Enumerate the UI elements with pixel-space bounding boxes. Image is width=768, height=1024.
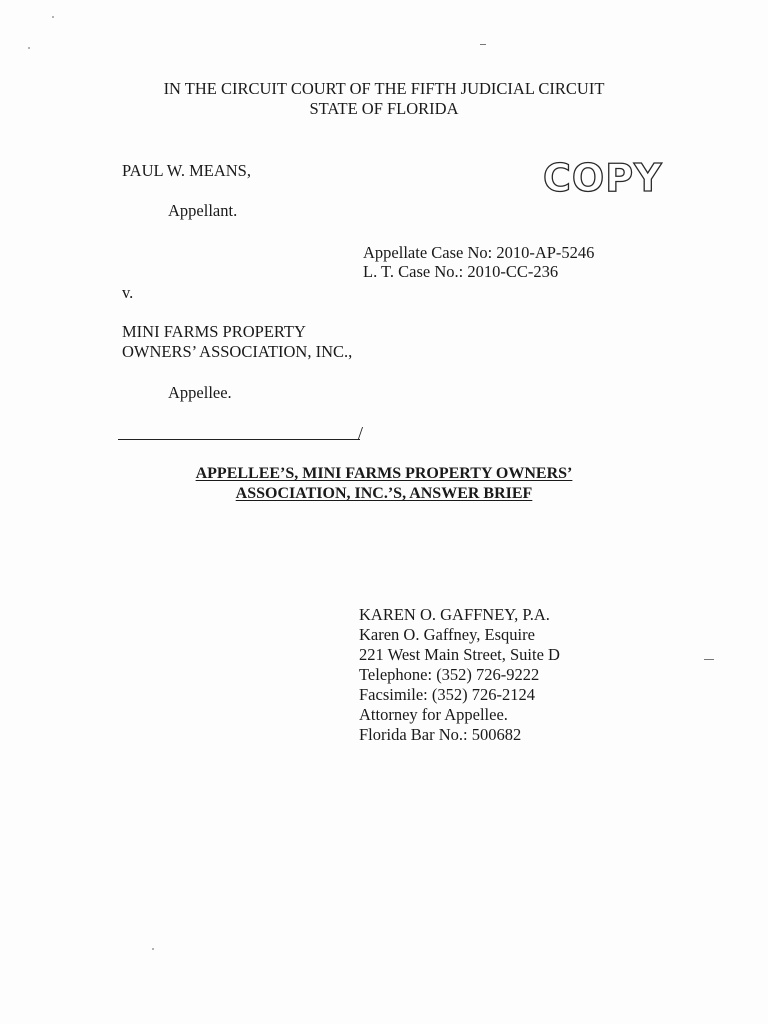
copy-stamp: COPY [543, 156, 663, 200]
attorney-telephone: Telephone: (352) 726-9222 [359, 665, 540, 684]
brief-title-line1: APPELLEE’S, MINI FARMS PROPERTY OWNERS’ [195, 465, 573, 482]
versus: v. [122, 283, 134, 302]
scan-mark [480, 44, 486, 45]
appellate-case-number: Appellate Case No: 2010-AP-5246 [363, 243, 595, 262]
brief-title-line2: ASSOCIATION, INC.’S, ANSWER BRIEF [235, 485, 533, 502]
scan-speck [52, 16, 54, 18]
attorney-address: 221 West Main Street, Suite D [359, 645, 560, 664]
court-state: STATE OF FLORIDA [309, 99, 459, 118]
attorney-role: Attorney for Appellee. [359, 705, 508, 724]
appellee-name-line1: MINI FARMS PROPERTY [122, 322, 306, 341]
court-name: IN THE CIRCUIT COURT OF THE FIFTH JUDICIAL CIRCUIT [163, 79, 605, 98]
attorney-bar-number: Florida Bar No.: 500682 [359, 725, 522, 744]
scan-speck [152, 948, 154, 950]
appellee-name-line2: OWNERS’ ASSOCIATION, INC., [122, 342, 353, 361]
appellant-role: Appellant. [168, 201, 238, 220]
lower-tribunal-case-number: L. T. Case No.: 2010-CC-236 [363, 262, 559, 281]
appellant-name: PAUL W. MEANS, [122, 161, 251, 180]
attorney-facsimile: Facsimile: (352) 726-2124 [359, 685, 535, 704]
scan-speck [28, 47, 30, 49]
attorney-name: Karen O. Gaffney, Esquire [359, 625, 535, 644]
scan-mark [704, 659, 714, 660]
caption-divider-slash: / [358, 423, 364, 443]
caption-divider-line [118, 439, 360, 440]
attorney-firm: KAREN O. GAFFNEY, P.A. [359, 605, 550, 624]
appellee-role: Appellee. [168, 383, 232, 402]
